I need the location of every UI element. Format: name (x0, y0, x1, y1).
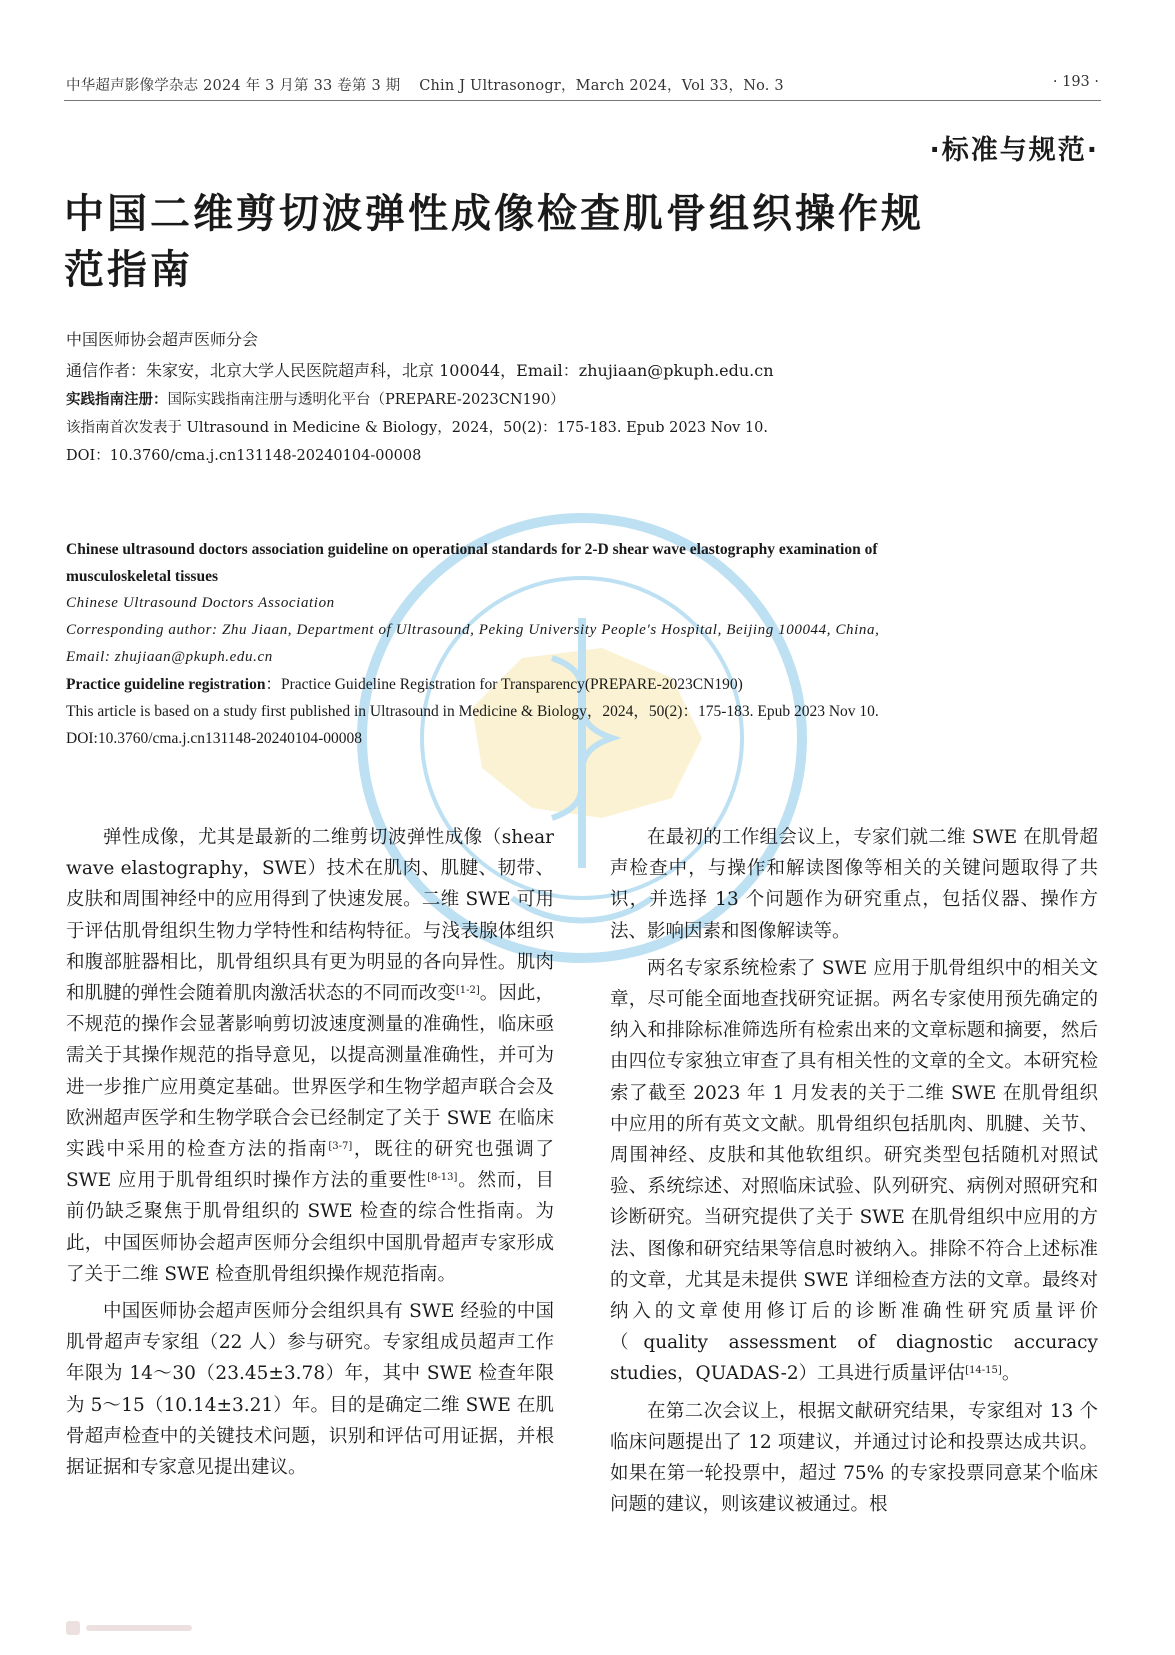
journal-name-cn: 中华超声影像学杂志 2024 年 3 月第 33 卷第 3 期 (66, 78, 401, 94)
doi: DOI：10.3760/cma.j.cn131148-20240104-00008 (66, 448, 422, 464)
publisher-logo-watermark (66, 1617, 196, 1639)
running-header (66, 74, 798, 95)
citation: [1-2] (455, 985, 480, 997)
body-column-left (66, 822, 554, 1483)
citation: [8-13] (427, 1172, 458, 1184)
article-meta-cn (66, 324, 936, 470)
paragraph: 两名专家系统检索了 SWE 应用于肌骨组织中的相关文章，尽可能全面地查找研究证据。两名专家使用预先确定的纳入和排除标准筛选所有检索出来的文章标题和摘要，然后由四位专家独立审查了具有相关性的文章的全文。本研究检索了截至 2023 年 1 月发表的关于二维 SWE 在肌骨组织中应用的所有英文文献。肌骨组织包括肌肉、肌腱、关节、周围神经、皮肤和其他软组织。研究类型包括随机对照试验、系统综述、对照临床试验、队列研究、病例对照研究和诊断研究。当研究提供了关于 SWE 在肌骨组织中应用的方法、图像和研究结果等信息时被纳入。排除不符合上述标准的文章，尤其是未提供 SWE 详细检查方法的文章。最终对纳入的文章使用修订后的诊断准确性研究质量评价（quality assessment of diagnostic accuracy studies，QUADAS-2）工具进行质量评估[14-15]。 (610, 957, 1098, 1385)
english-title: Chinese ultrasound doctors association guideline on operational standards for 2-D shear wave elastography examination of musculoskeletal tissues (66, 541, 878, 585)
english-based-on: This article is based on a study first published in Ultrasound in Medicine & Biology，2024，50(2)：175-183. Epub 2023 Nov 10. (66, 703, 879, 720)
english-registration (66, 671, 926, 698)
registration-text: 国际实践指南注册与透明化平台（PREPARE-2023CN190） (167, 392, 565, 408)
english-doi: DOI:10.3760/cma.j.cn131148-20240104-00008 (66, 730, 363, 747)
header-rule (64, 100, 1101, 101)
article-title: 中国二维剪切波弹性成像检查肌骨组织操作规范指南 (64, 191, 924, 293)
organization: 中国医师协会超声医师分会 (66, 330, 259, 349)
paragraph: 弹性成像，尤其是最新的二维剪切波弹性成像（shear wave elastography，SWE）技术在肌肉、肌腱、韧带、皮肤和周围神经中的应用得到了快速发展。二维 SWE 可用于评估肌骨组织生物力学特性和结构特征。与浅表腺体组织和腹部脏器相比，肌骨组织具有更为明显的各向异性。肌肉和肌腱的弹性会随着肌肉激活状态的不同而改变[1-2]。因此，不规范的操作会显著影响剪切波速度测量的准确性，临床亟需关于其操作规范的指导意见，以提高测量准确性，并可为进一步推广应用奠定基础。世界医学和生物学超声联合会及欧洲超声医学和生物学联合会已经制定了关于 SWE 在临床实践中采用的检查方法的指南[3-7]，既往的研究也强调了 SWE 应用于肌骨组织时操作方法的重要性[8-13]。然而，目前仍缺乏聚焦于肌骨组织的 SWE 检查的综合性指南。为此，中国医师协会超声医师分会组织中国肌骨超声专家形成了关于二维 SWE 检查肌骨组织操作规范指南。 (66, 827, 554, 1285)
citation: [14-15] (965, 1365, 1002, 1377)
corresponding-author: 通信作者：朱家安，北京大学人民医院超声科，北京 100044，Email：zhujiaan@pkuph.edu.cn (66, 361, 774, 380)
english-corresponding: Corresponding author: Zhu Jiaan, Department of Ultrasound, Peking University People′s Hospital, Beijing 100044, China, Email: zhujiaan@pkuph.edu.cn (66, 622, 880, 665)
body-column-right (610, 822, 1098, 1520)
first-published: 该指南首次发表于 Ultrasound in Medicine & Biology，2024，50(2)：175-183. Epub 2023 Nov 10. (66, 420, 768, 436)
paragraph: 在最初的工作组会议上，专家们就二维 SWE 在肌骨超声检查中，与操作和解读图像等相关的关键问题取得了共识，并选择 13 个问题作为研究重点，包括仪器、操作方法、影响因素和图像解读等。 (610, 827, 1098, 942)
english-registration-label: Practice guideline registration (66, 676, 266, 693)
english-abstract-block (66, 536, 926, 752)
journal-name-en: Chin J Ultrasonogr，March 2024，Vol 33，No. 3 (419, 78, 784, 94)
paragraph: 在第二次会议上，根据文献研究结果，专家组对 13 个临床问题提出了 12 项建议，并通过讨论和投票达成共识。如果在第一轮投票中，超过 75% 的专家投票同意某个临床问题的建议，则该建议被通过。根 (610, 1400, 1098, 1516)
registration-label: 实践指南注册： (66, 392, 168, 408)
page-number: · 193 · (1052, 74, 1099, 90)
english-author: Chinese Ultrasound Doctors Association (66, 595, 335, 611)
section-label: ·标准与规范· (929, 135, 1099, 166)
registration-line (66, 386, 936, 414)
english-registration-text: ：Practice Guideline Registration for Transparency(PREPARE-2023CN190) (265, 676, 743, 693)
paragraph: 中国医师协会超声医师分会组织具有 SWE 经验的中国肌骨超声专家组（22 人）参与研究。专家组成员超声工作年限为 14～30（23.45±3.78）年，其中 SWE 检查年限为 5～15（10.14±3.21）年。目的是确定二维 SWE 在肌骨超声检查中的关键技术问题，识别和评估可用证据，并根据证据和专家意见提出建议。 (66, 1301, 554, 1479)
citation: [3-7] (328, 1141, 353, 1153)
